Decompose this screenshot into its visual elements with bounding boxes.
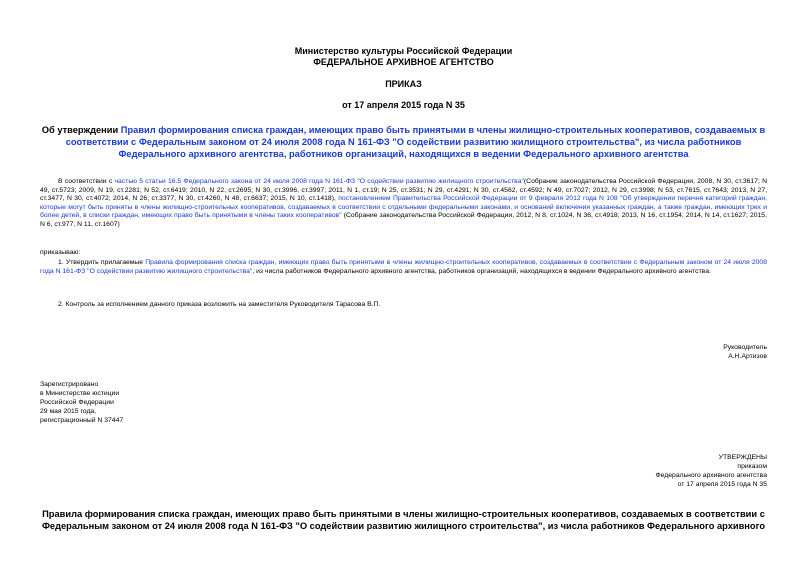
item-2-paragraph: 2. Контроль за исполнением данного приказа возложить на заместителя Руководителя Тарасова В.П.	[58, 301, 381, 308]
title-link[interactable]: Правил формирования списка граждан, имеющих право быть принятыми в члены жилищно-строительных кооперативов, создаваемых в соответствии с Федеральным законом от 24 июля 2008 года N 161-ФЗ "О содействии развитию жилищного строительства", из числа работников Федерального архивного агентства, работников организаций, находящихся в ведении Федерального архивного агентства	[65, 125, 766, 159]
preamble-text-3: (Собрание законодательства Российской Федерации, 2012, N 8, ст.1024, N 36, ст.4918; 2013, N 16, ст.1954; 2014, N 14, ст.1627; 2015, N 6, ст.977, N 11, ст.1607)	[40, 212, 767, 228]
document-type: ПРИКАЗ	[385, 79, 422, 89]
item-1-text-2: , из числа работников Федерального архивного агентства, работников организаций, находящихся в ведении Федерального архивного агентства.	[252, 267, 711, 275]
order-word: приказываю:	[40, 249, 81, 256]
registration-line-4: 29 мая 2015 года,	[40, 408, 97, 415]
item-1-paragraph	[40, 259, 767, 276]
preamble-paragraph	[40, 178, 767, 230]
approved-block	[656, 453, 767, 489]
signature-role: Руководитель	[723, 344, 767, 351]
registration-block	[40, 380, 123, 425]
registration-line-5: регистрационный N 37447	[40, 417, 124, 424]
title-prefix: Об утверждении	[41, 125, 121, 135]
item-1-text-1: 1. Утвердить прилагаемые	[58, 259, 146, 266]
approved-line-1: УТВЕРЖДЕНЫ	[718, 454, 767, 461]
ministry-name: Министерство культуры Российской Федерации	[294, 46, 513, 56]
registration-line-1: Зарегистрировано	[40, 381, 99, 388]
preamble-text-1: В соответствии с	[58, 178, 115, 185]
registration-line-3: Российской Федерации	[40, 399, 114, 406]
decree-link[interactable]: постановлением Правительства Российской Федерации от 9 февраля 2012 года N 108 "Об утверждении перечня категорий граждан, которые могут быть приняты в члены жилищно-строительных кооперативов, создаваемых в соответствии с отдельными федеральными законами, и оснований включения указанных граждан, а также граждан, имеющих трех и более детей, в списки граждан, имеющих право быть принятыми в члены таких кооперативов"	[40, 195, 767, 220]
registration-line-2: в Министерстве юстиции	[40, 390, 120, 397]
agency-name: ФЕДЕРАЛЬНОЕ АРХИВНОЕ АГЕНТСТВО	[313, 57, 494, 67]
rules-link[interactable]: Правила формирования списка граждан, имеющих право быть принятыми в члены жилищно-строительных кооперативов, создаваемых в соответствии с Федеральным законом от 24 июля 2008 года N 161-ФЗ "О содействии развитию жилищного строительства"	[40, 259, 767, 275]
law-link[interactable]: частью 5 статьи 16.5 Федерального закона от 24 июля 2008 года N 161-ФЗ "О содействии развитию жилищного строительства"	[114, 178, 524, 185]
document-title	[40, 124, 767, 160]
approved-line-2: приказом	[737, 463, 767, 470]
approved-line-4: от 17 апреля 2015 года N 35	[677, 481, 767, 488]
preamble-text-2: (Собрание законодательства Российской Федерации, 2008, N 30, ст.3617; N 49, ст.5723; 2009, N 19, ст.2281; N 52, ст.6419; 2010, N 22, ст.2695; N 30, ст.3996, ст.3997; 2011, N 1, ст.19; N 25, ст.3531; N 29, ст.4291; N 30, ст.4562, ст.4592; N 49, ст.7027; 2012, N 29, ст.3998; N 53, ст.7615, ст.7643; 2013, N 27, ст.3477, N 30, ст.4072; 2014, N 26, ст.3377, N 30, ст.4260, N 48, ст.6637; 2015, N 10, ст.1418),	[40, 178, 767, 203]
document-date-number: от 17 апреля 2015 года N 35	[342, 100, 465, 110]
approved-line-3: Федерального архивного агентства	[655, 472, 767, 479]
signature-name: А.Н.Артизов	[728, 353, 767, 360]
rules-title: Правила формирования списка граждан, имеющих право быть принятыми в члены жилищно-строительных кооперативов, создаваемых в соответствии с Федеральным законом от 24 июля 2008 года N 161-ФЗ "О содействии развитию жилищного строительства", из числа работников Федерального архивного	[41, 509, 766, 531]
signature-block	[723, 343, 767, 361]
